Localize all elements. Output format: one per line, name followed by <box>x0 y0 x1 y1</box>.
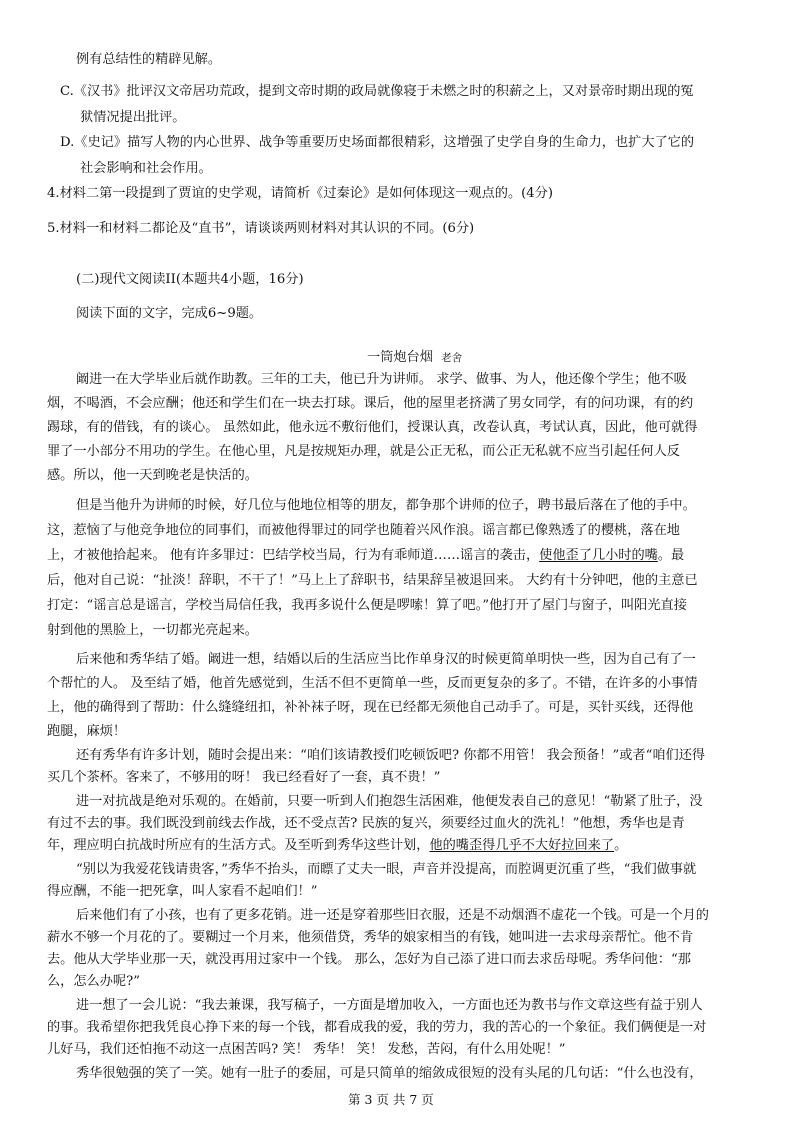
text-line: 但是当他升为讲师的时候，好几位与他地位相等的朋友，都争那个讲师的位子，聘书最后落在了他的手中。 <box>76 498 696 513</box>
text-line: 的事。我希望你把我凭良心挣下来的每一个钱，都看成我的爱，我的劳力，我的苦心的一个象征。我们俩便是一对 <box>47 1020 707 1035</box>
text-line: 射到他的黑脸上，一切都光亮起来。 <box>47 623 258 638</box>
text-line: 跑腿，麻烦！ <box>47 724 127 739</box>
article-author: 老舍 <box>441 352 463 364</box>
text-line: 去。他从大学毕业那一天，就没再用过家中一个钱。 那么，怎好为自己添了进口而去求岳母呢。秀华问他：“那 <box>47 952 691 967</box>
text-line: 个帮忙的人。 及至结了婚，他首先感觉到，生活不但不更简单一些，反而更复杂的多了。不错，在许多的小事情 <box>47 676 698 691</box>
text-segment: 。最 <box>657 548 685 563</box>
text-line: 后来他们有了小孩，也有了更多花销。进一还是穿着那些旧衣服，还是不动烟酒不虚花一个钱。可是一个月的 <box>76 908 709 923</box>
option-c: C.《汉书》批评汉文帝居功荒政，提到文帝时期的政局就像寝于未燃之时的积薪之上，又对景帝时期出现的冤 <box>60 84 694 99</box>
text-line: 薪水不够一个月花的了。要糊过一个月来，他须借贷，秀华的娘家相当的有钱，她叫进一去求母亲帮忙。他不肯 <box>47 930 694 945</box>
text-line: 这，惹恼了与他竞争地位的同事们，而被他得罪过的同学也随着兴风作浪。谣言都已像熟透了的樱桃，落在地 <box>47 523 680 538</box>
text-segment: 上，才被他拾起来。 他有许多罪过：巴结学校当局，行为有乖师道……谣言的袭击， <box>47 548 540 563</box>
text-line: 进一想了一会儿说：“我去兼课，我写稿子，一方面是增加收入，一方面也还为教书与作文章这些有益于别人 <box>76 998 703 1013</box>
text-line: 后来他和秀华结了婚。阚进一想，结婚以后的生活应当比作单身汉的时候更简单明快一些，因为自己有了一 <box>76 652 696 667</box>
text-line <box>47 834 627 853</box>
text-segment: 年，理应明白抗战时所应有的生活方式。及至听到秀华这些计划， <box>47 838 430 853</box>
text-line: 打定：“谣言总是谣言，学校当局信任我，我再多说什么便是啰嗦！算了吧。”他打开了屋门与窗子，叫阳光直接 <box>47 598 687 613</box>
text-segment: 。 <box>614 838 628 853</box>
question-5: 5.材料一和材料二都论及“直书”，请谈谈两则材料对其认识的不同。(6分) <box>47 221 475 236</box>
text-line: 社会影响和社会作用。 <box>80 161 212 176</box>
text-line: 踢球，有的借钱，有的谈心。 虽然如此，他永远不敷衍他们，授课认真，改卷认真，考试认真，因此，他可就得 <box>47 420 698 435</box>
option-d: D.《史记》描写人物的内心世界、战争等重要历史场面都很精彩，这增强了史学自身的生命力，也扩大了它的 <box>60 135 695 150</box>
section-heading: (二)现代文阅读II(本题共4小题，16分) <box>76 272 304 287</box>
text-line: 秀华很勉强的笑了一笑。她有一肚子的委屈，可是只简单的缩敛成很短的没有头尾的几句话：“什么也没有， <box>76 1066 703 1081</box>
text-line <box>47 544 684 563</box>
underlined-phrase: 他的嘴歪得几乎不大好拉回来了 <box>429 838 615 853</box>
text-line: 狱情况提出批评。 <box>80 110 186 125</box>
text-line: 罪了一小部分不用功的学生。在他心里，凡是按规矩办理，就是公正无私，而公正无私就不应当引起任何人反 <box>47 444 680 459</box>
question-4: 4.材料二第一段提到了贾谊的史学观，请简析《过秦论》是如何体现这一观点的。(4分) <box>47 186 554 201</box>
text-line: 得应酬，不能一把死拿，叫人家看不起咱们！” <box>47 884 318 899</box>
text-line: 烟，不喝酒，不会应酬；他还和学生们在一块去打球。课后，他的屋里老挤满了男女同学，有的问功课，有的约 <box>47 396 694 411</box>
underlined-phrase: 使他歪了几小时的嘴 <box>539 548 658 563</box>
text-line: 进一对抗战是绝对乐观的。在婚前，只要一听到人们抱怨生活困难，他便发表自己的意见！“勒紧了肚子，没 <box>76 794 703 809</box>
text-line: “别以为我爱花钱请贵客，”秀华不抬头，而瞟了丈夫一眼，声音并没提高，而腔调更沉重了些，“我们做事就 <box>76 862 697 877</box>
article-title: 一筒炮台烟 <box>367 350 433 365</box>
text-line: 后，他对自己说：“扯淡！辞职，不干了！”马上上了辞职书，结果辞呈被退回来。 大约有十分钟吧，他的主意已 <box>47 573 698 588</box>
article-title-block <box>367 346 462 365</box>
text-line: 么，怎么办呢?” <box>47 974 140 989</box>
page-footer: 第 3 页 共 7 页 <box>348 1092 434 1107</box>
text-line: 感。所以，他一天到晚老是快活的。 <box>47 468 258 483</box>
text-line: 买几个茶杯。客来了，不够用的呀！ 我已经看好了一套，真不贵！” <box>47 770 441 785</box>
text-line: 例有总结性的精辟见解。 <box>76 52 222 67</box>
text-line: 有过不去的事。我们既没到前线去作战，还不受点苦? 民族的复兴，须要经过血火的洗礼！”他想，秀华也是青 <box>47 816 685 831</box>
instruction: 阅读下面的文字，完成6~9题。 <box>76 306 263 321</box>
text-line: 上，他的确得到了帮助：什么缝缝纽扣，补补袜子呀，现在已经都无须他自己动手了。可是，买针买线，还得他 <box>47 700 694 715</box>
text-line: 阚进一在大学毕业后就作助教。三年的工夫，他已升为讲师。 求学、做事、为人，他还像个学生；他不吸 <box>76 372 687 387</box>
text-line: 还有秀华有许多计划，随时会提出来：“咱们该请教授们吃顿饭吧? 你都不用管！ 我会预备！”或者“咱们还得 <box>76 748 706 763</box>
text-line: 儿好马，我们还怕拖不动这一点困苦吗? 笑！ 秀华！ 笑！ 发愁，苦闷，有什么用处呢！” <box>47 1042 566 1057</box>
